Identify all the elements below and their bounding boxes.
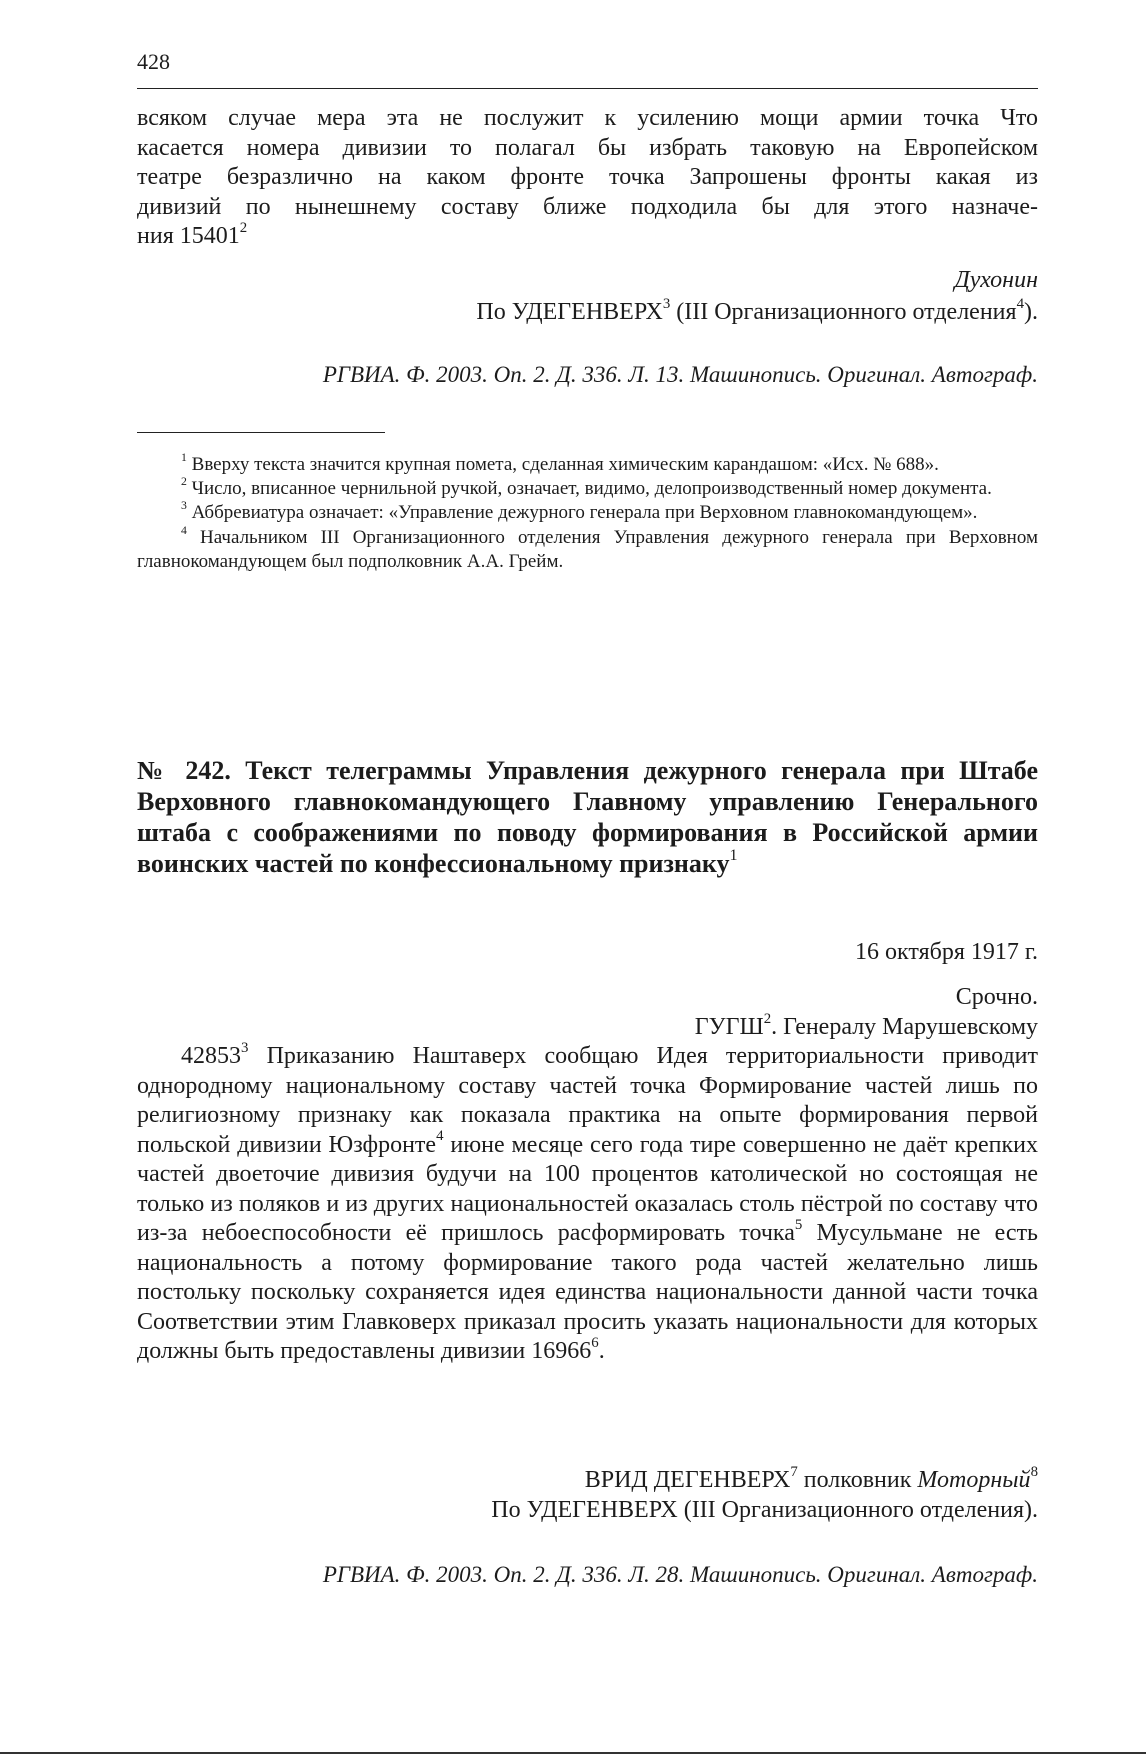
document-date: 16 октября 1917 г. — [855, 939, 1038, 965]
signer-line: ВРИД ДЕГЕНВЕРХ$^7$ полковник Моторный$^8$ — [584, 1463, 1038, 1493]
footnote-2: $^2$ Число, вписанное чернильной ручкой, означает, видимо, делопроизводственный номер документа. — [181, 475, 992, 500]
document-heading: № 242. Текст телеграммы Управления дежурного генерала при Штабе Верховного главнокомандующего Главному управлению Генерального штаба с соображениями по поводу формирования в Российской армии воинских частей по конфессиональному признаку$^1$ — [137, 756, 1038, 878]
footnote-ref-2: 2 — [239, 219, 248, 236]
body-line-3: театре безразлично на каком фронте точка Запрошены фронты какая из — [137, 164, 1038, 190]
body-line-4: дивизий по нынешнему составу ближе подходила бы для этого назначе- — [137, 193, 1038, 220]
bottom-scan-edge — [0, 1752, 1146, 1754]
from-line-1: По УДЕГЕНВЕРХ$^3$ (III Организационного отделения$^4$). — [476, 295, 1038, 325]
urgency-mark: Срочно. — [955, 984, 1038, 1010]
footnote-4: $^4$ Начальником III Организационного отделения Управления дежурного генерала при Верховном главнокомандующем был подполковник А.А. Грейм. — [137, 523, 1038, 572]
body-line-2: касается номера дивизии то полагал бы избрать таковую на Европейском — [137, 134, 1038, 161]
header-rule — [137, 88, 1038, 89]
body-line-1: всяком случае мера эта не послужит к усилению мощи армии точка Что — [137, 105, 1038, 131]
addressee: ГУГШ$^2$. Генералу Марушевскому — [694, 1010, 1038, 1040]
telegram-text: 42853$^3$ Приказанию Наштаверх сообщаю Идея территориальности приводит однородному национальному составу частей точка Формирование частей лишь по религиозному признаку как показала практика на опыте формирования первой польской дивизии Юзфронте$^4$ июне месяце сего года тире совершенно не даёт крепких частей двоеточие дивизия будучи на 100 процентов католической но состоящая не только из поляков и из других национальностей оказалась столь пёстрой по составу что из-за небоеспособности её пришлось расформировать точка$^5$ Мусульмане не есть национальность а потому формирование такого рода частей желательно лишь постольку поскольку сохраняется идея единства национальности данной части точка Соответствии этим Главковерх приказал просить указать национальности для которых должны быть предоставлены дивизии 16966$^6$. — [137, 1039, 1039, 1364]
archive-source-2: РГВИА. Ф. 2003. Оп. 2. Д. 336. Л. 28. Машинопись. Оригинал. Автограф. — [322, 1562, 1038, 1587]
archive-source-1: РГВИА. Ф. 2003. Оп. 2. Д. 336. Л. 13. Машинопись. Оригинал. Автограф. — [322, 362, 1038, 387]
continuation-text — [137, 104, 1038, 252]
footnote-1: $^1$ Вверху текста значится крупная помета, сделанная химическим карандашом: «Исх. № 688». — [181, 450, 939, 475]
body-line-5: ния 15401$^2$ — [137, 219, 248, 249]
footnotes — [137, 450, 1038, 574]
footnote-3: $^3$ Аббревиатура означает: «Управление дежурного генерала при Верховном главнокомандующем». — [181, 499, 978, 524]
page-number: 428 — [137, 49, 170, 74]
footnote-rule — [137, 432, 385, 433]
from-line-2: По УДЕГЕНВЕРХ (III Организационного отделения). — [491, 1497, 1038, 1523]
signature-dukhonin: Духонин — [954, 267, 1038, 293]
